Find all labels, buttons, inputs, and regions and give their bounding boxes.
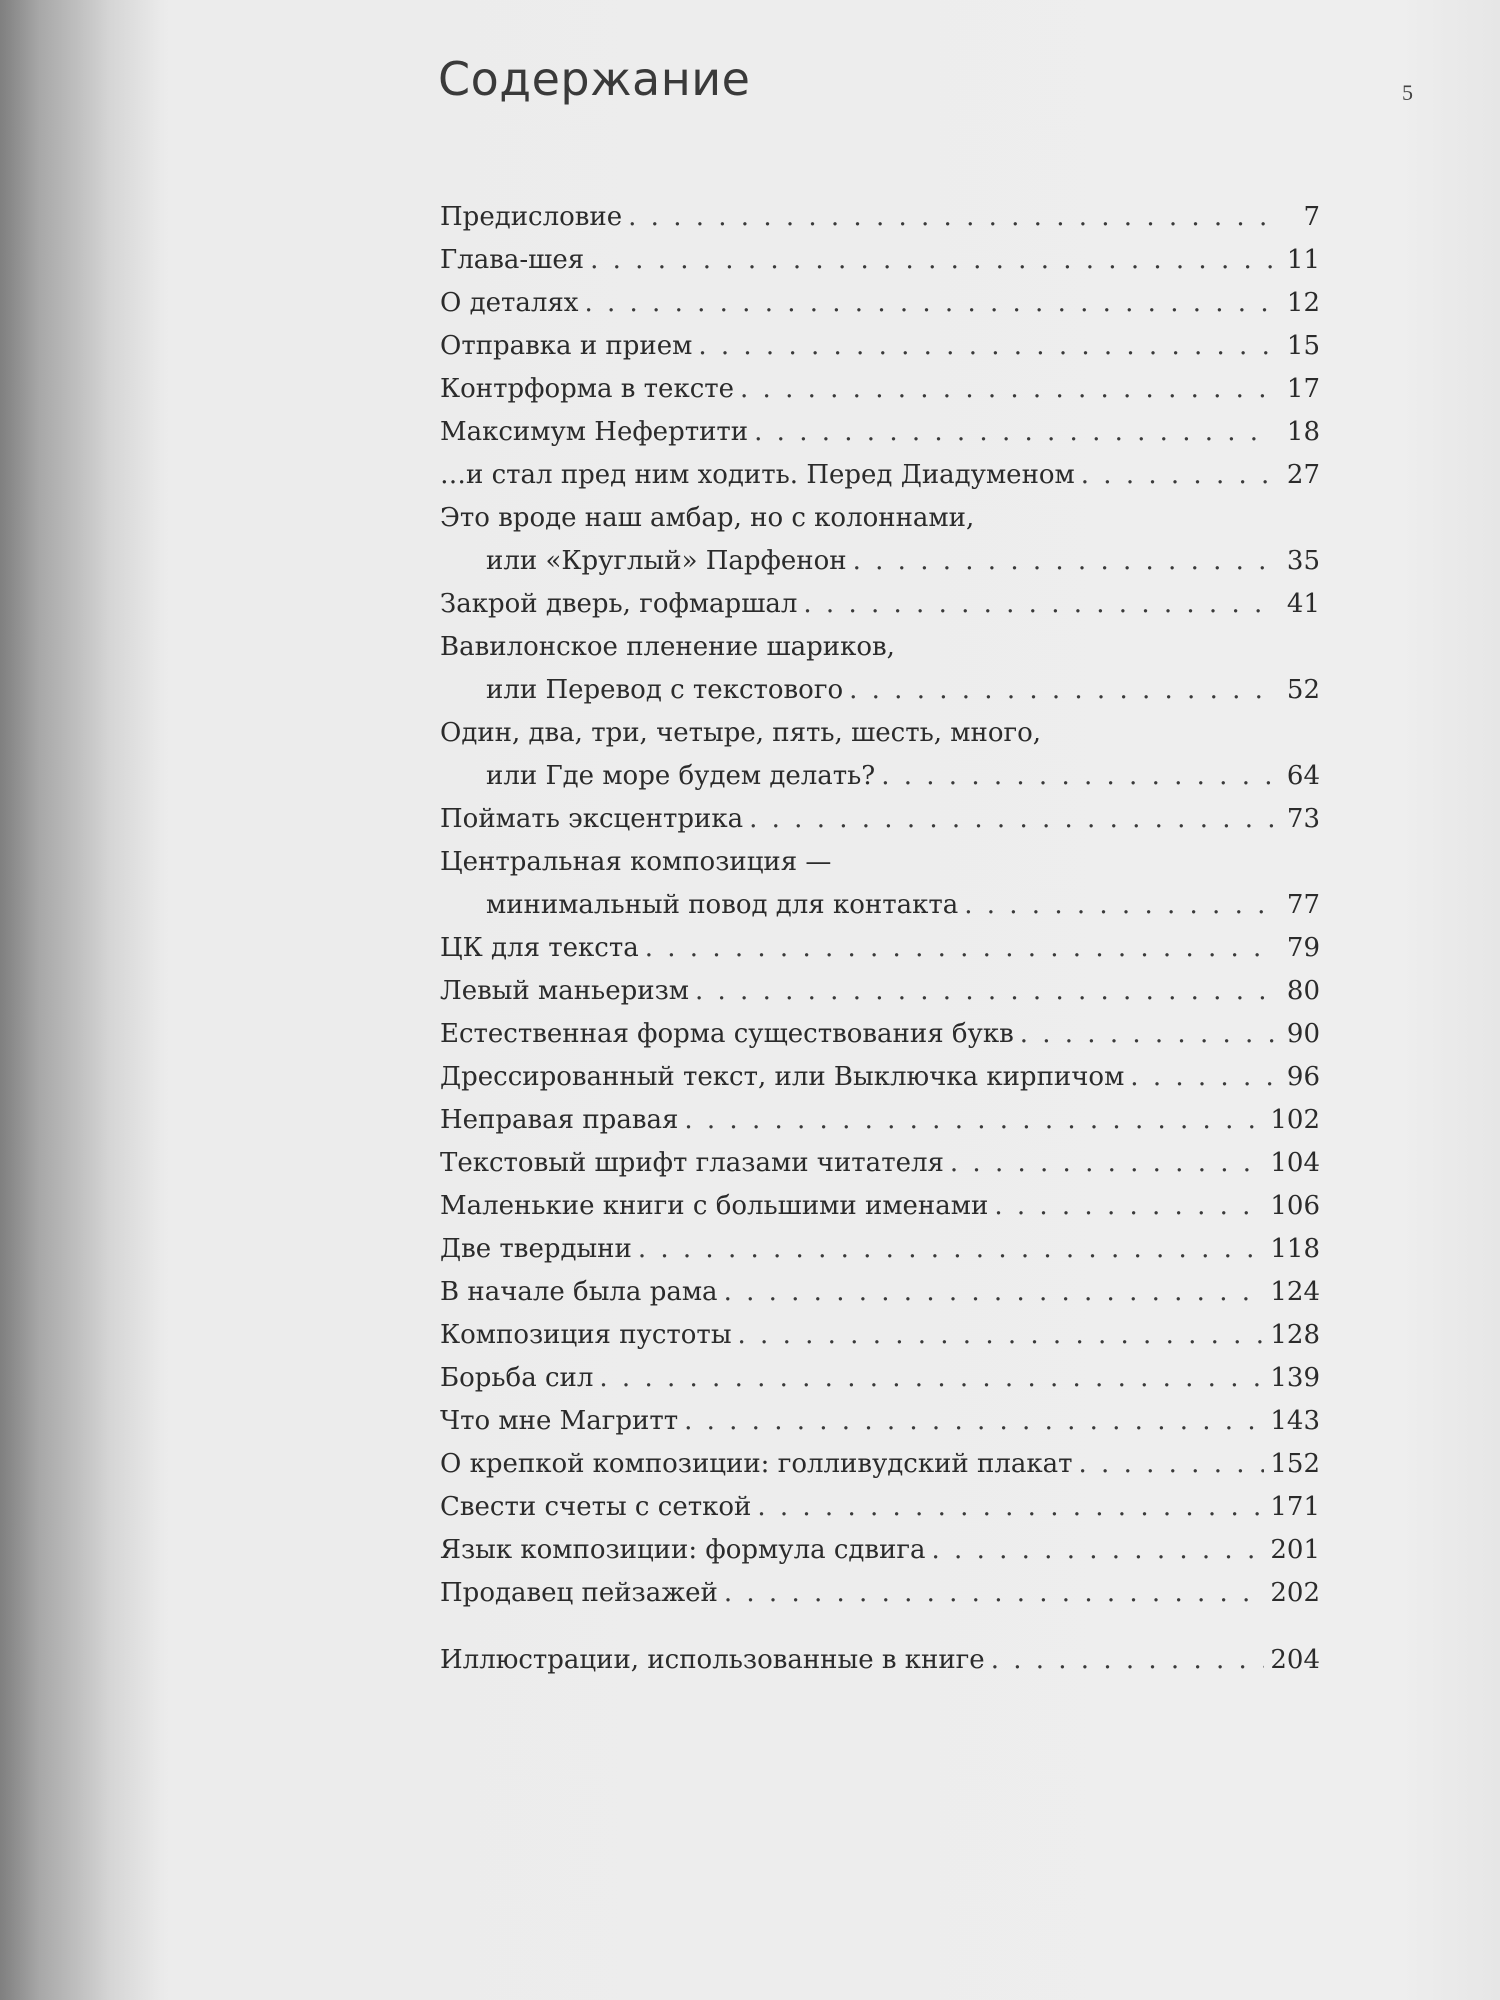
toc-entry-title: Свести счеты с сеткой bbox=[440, 1492, 752, 1522]
toc-entry-line bbox=[440, 1185, 1320, 1228]
toc-entry-line bbox=[440, 1443, 1320, 1486]
toc-entry-title: Левый маньеризм bbox=[440, 976, 689, 1006]
toc-entry-page: 90 bbox=[1286, 1019, 1320, 1049]
toc-entry-title: Что мне Магритт bbox=[440, 1406, 679, 1436]
toc-entry-title: Продавец пейзажей bbox=[440, 1578, 718, 1608]
toc-entry-line bbox=[440, 1271, 1320, 1314]
toc-entry-title: Один, два, три, четыре, пять, шесть, много, bbox=[440, 718, 1042, 748]
toc-entry[interactable] bbox=[440, 1529, 1320, 1572]
toc-entry-line bbox=[440, 798, 1320, 841]
toc-entry[interactable] bbox=[440, 1314, 1320, 1357]
toc-entry-line bbox=[440, 626, 1320, 669]
toc-entry-page: 104 bbox=[1270, 1148, 1320, 1178]
toc-entry-title: Неправая правая bbox=[440, 1105, 679, 1135]
toc-entry-title: Дрессированный текст, или Выключка кирпичом bbox=[440, 1062, 1125, 1092]
toc-entry-page: 128 bbox=[1270, 1320, 1320, 1350]
toc-entry[interactable] bbox=[440, 712, 1320, 798]
toc-entry-title: Предисловие bbox=[440, 202, 623, 232]
toc-entry-line bbox=[440, 1142, 1320, 1185]
toc-entry[interactable] bbox=[440, 1486, 1320, 1529]
toc-entry-title: Поймать эксцентрика bbox=[440, 804, 744, 834]
toc-entry-line bbox=[440, 239, 1320, 282]
toc-entry[interactable] bbox=[440, 325, 1320, 368]
dot-leader bbox=[740, 368, 1274, 411]
toc-entry-line bbox=[440, 970, 1320, 1013]
toc-entry-title: Маленькие книги с большими именами bbox=[440, 1191, 989, 1221]
toc-entry-line bbox=[440, 1357, 1320, 1400]
toc-entry-page: 41 bbox=[1286, 589, 1320, 619]
toc-entry-line bbox=[440, 325, 1320, 368]
toc-entry[interactable] bbox=[440, 454, 1320, 497]
dot-leader bbox=[1079, 1443, 1265, 1486]
toc-entry-page: 102 bbox=[1270, 1105, 1320, 1135]
toc-entry-title: или Где море будем делать? bbox=[486, 761, 876, 791]
toc-entry-line bbox=[440, 497, 1320, 540]
toc-entry-line bbox=[440, 1314, 1320, 1357]
toc-entry-line bbox=[440, 1486, 1320, 1529]
toc-entry-title: Борьба сил bbox=[440, 1363, 594, 1393]
toc-entry-title: Композиция пустоты bbox=[440, 1320, 732, 1350]
dot-leader bbox=[599, 1357, 1264, 1400]
toc-entry-page: 12 bbox=[1286, 288, 1320, 318]
toc-entry-title: Контрформа в тексте bbox=[440, 374, 735, 404]
toc-entry-title: Отправка и прием bbox=[440, 331, 693, 361]
toc-entry[interactable] bbox=[440, 970, 1320, 1013]
toc-entry-line bbox=[440, 540, 1320, 583]
toc-entry-page: 27 bbox=[1286, 460, 1320, 490]
toc-entry-title: Язык композиции: формула сдвига bbox=[440, 1535, 926, 1565]
toc-entry-page: 11 bbox=[1286, 245, 1320, 275]
toc-entry-line bbox=[440, 1228, 1320, 1271]
toc-entry-title: ЦК для текста bbox=[440, 933, 639, 963]
toc-entry-page: 96 bbox=[1286, 1062, 1320, 1092]
toc-entry-line bbox=[440, 282, 1320, 325]
toc-entry-page: 106 bbox=[1270, 1191, 1320, 1221]
dot-leader bbox=[724, 1572, 1265, 1615]
toc-entry[interactable] bbox=[440, 841, 1320, 927]
toc-entry-page: 35 bbox=[1286, 546, 1320, 576]
toc-entry[interactable] bbox=[440, 497, 1320, 583]
toc-entry-page: 118 bbox=[1270, 1234, 1320, 1264]
dot-leader bbox=[738, 1314, 1265, 1357]
dot-leader bbox=[1130, 1056, 1274, 1099]
toc-entry[interactable] bbox=[440, 1142, 1320, 1185]
toc-entry-page: 18 bbox=[1286, 417, 1320, 447]
toc-entry-page: 204 bbox=[1270, 1645, 1320, 1675]
toc-entry-title: …и стал пред ним ходить. Перед Диадуменом bbox=[440, 460, 1075, 490]
toc-entry-page: 139 bbox=[1270, 1363, 1320, 1393]
toc-entry-line bbox=[440, 583, 1320, 626]
toc-entry[interactable] bbox=[440, 1228, 1320, 1271]
dot-leader bbox=[881, 755, 1274, 798]
toc-entry-line bbox=[440, 669, 1320, 712]
toc-entry-page: 143 bbox=[1270, 1406, 1320, 1436]
toc-entry-line bbox=[440, 1529, 1320, 1572]
toc-entry-title: Две твердыни bbox=[440, 1234, 632, 1264]
toc-entry-title: Естественная форма существования букв bbox=[440, 1019, 1014, 1049]
toc-entry-line bbox=[440, 411, 1320, 454]
dot-leader bbox=[849, 669, 1274, 712]
dot-leader bbox=[932, 1529, 1265, 1572]
toc-entry-title: О крепкой композиции: голливудский плакат bbox=[440, 1449, 1073, 1479]
dot-leader bbox=[991, 1639, 1265, 1682]
toc-entry-line bbox=[440, 884, 1320, 927]
dot-leader bbox=[684, 1099, 1264, 1142]
toc-entry-page: 17 bbox=[1286, 374, 1320, 404]
toc-entry[interactable] bbox=[440, 798, 1320, 841]
dot-leader bbox=[749, 798, 1274, 841]
toc-entry-page: 52 bbox=[1286, 675, 1320, 705]
toc-entry-page: 7 bbox=[1303, 202, 1320, 232]
toc-entry-title: В начале была рама bbox=[440, 1277, 718, 1307]
dot-leader bbox=[645, 927, 1274, 970]
dot-leader bbox=[994, 1185, 1264, 1228]
toc-entry-title: Центральная композиция — bbox=[440, 847, 832, 877]
toc-entry[interactable] bbox=[440, 583, 1320, 626]
toc-entry-page: 79 bbox=[1286, 933, 1320, 963]
toc-entry-page: 152 bbox=[1270, 1449, 1320, 1479]
toc-entry[interactable] bbox=[440, 1443, 1320, 1486]
toc-entry[interactable] bbox=[440, 1056, 1320, 1099]
toc-entry-title: или «Круглый» Парфенон bbox=[486, 546, 847, 576]
dot-leader bbox=[590, 239, 1274, 282]
toc-entry-line bbox=[440, 196, 1320, 239]
toc-entry[interactable] bbox=[440, 1185, 1320, 1228]
page-number: 5 bbox=[1402, 80, 1413, 105]
toc-entry-title: минимальный повод для контакта bbox=[486, 890, 959, 920]
toc-entry-page: 124 bbox=[1270, 1277, 1320, 1307]
dot-leader bbox=[698, 325, 1274, 368]
toc-entry[interactable] bbox=[440, 1572, 1320, 1615]
toc-entry-line bbox=[440, 1056, 1320, 1099]
toc-entry-page: 73 bbox=[1286, 804, 1320, 834]
toc-entry-title: или Перевод с текстового bbox=[486, 675, 844, 705]
dot-leader bbox=[853, 540, 1274, 583]
dot-leader bbox=[638, 1228, 1265, 1271]
toc-entry-line bbox=[440, 1572, 1320, 1615]
page-title: Содержание bbox=[438, 52, 751, 106]
toc-entry[interactable] bbox=[440, 1639, 1320, 1682]
toc-entry-page: 64 bbox=[1286, 761, 1320, 791]
toc-entry-line bbox=[440, 368, 1320, 411]
dot-leader bbox=[1020, 1013, 1274, 1056]
toc-entry-page: 171 bbox=[1270, 1492, 1320, 1522]
toc-entry-line bbox=[440, 454, 1320, 497]
toc-entry[interactable] bbox=[440, 282, 1320, 325]
dot-leader bbox=[628, 196, 1274, 239]
dot-leader bbox=[950, 1142, 1264, 1185]
toc-entry-title: О деталях bbox=[440, 288, 579, 318]
toc-entry[interactable] bbox=[440, 927, 1320, 970]
toc-entry[interactable] bbox=[440, 1099, 1320, 1142]
toc-entry[interactable] bbox=[440, 411, 1320, 454]
toc-entry-line bbox=[440, 1099, 1320, 1142]
toc-entry-page: 201 bbox=[1270, 1535, 1320, 1565]
dot-leader bbox=[757, 1486, 1264, 1529]
toc-entry-line bbox=[440, 1013, 1320, 1056]
toc-entry-line bbox=[440, 712, 1320, 755]
toc-entry[interactable] bbox=[440, 1271, 1320, 1314]
toc-entry[interactable] bbox=[440, 368, 1320, 411]
toc-entry-page: 202 bbox=[1270, 1578, 1320, 1608]
toc-entry[interactable] bbox=[440, 1357, 1320, 1400]
dot-leader bbox=[803, 583, 1274, 626]
toc-entry-line bbox=[440, 1400, 1320, 1443]
toc-entry-page: 80 bbox=[1286, 976, 1320, 1006]
toc-entry-title: Это вроде наш амбар, но с колоннами, bbox=[440, 503, 975, 533]
dot-leader bbox=[684, 1400, 1264, 1443]
toc-entry-title: Максимум Нефертити bbox=[440, 417, 749, 447]
toc-entry-title: Закрой дверь, гофмаршал bbox=[440, 589, 798, 619]
toc-entry[interactable] bbox=[440, 1013, 1320, 1056]
toc-entry-title: Иллюстрации, использованные в книге bbox=[440, 1645, 985, 1675]
toc-entry-page: 77 bbox=[1286, 890, 1320, 920]
toc-entry-title: Глава-шея bbox=[440, 245, 585, 275]
dot-leader bbox=[695, 970, 1274, 1013]
toc-entry-line bbox=[440, 927, 1320, 970]
dot-leader bbox=[1081, 454, 1274, 497]
dot-leader bbox=[754, 411, 1274, 454]
dot-leader bbox=[964, 884, 1274, 927]
toc-entry-title: Текстовый шрифт глазами читателя bbox=[440, 1148, 944, 1178]
toc-entry-title: Вавилонское пленение шариков, bbox=[440, 632, 895, 662]
table-of-contents bbox=[440, 196, 1320, 1682]
toc-entry[interactable] bbox=[440, 626, 1320, 712]
dot-leader bbox=[724, 1271, 1265, 1314]
toc-entry-line bbox=[440, 841, 1320, 884]
toc-entry[interactable] bbox=[440, 239, 1320, 282]
toc-entry[interactable] bbox=[440, 196, 1320, 239]
toc-entry[interactable] bbox=[440, 1400, 1320, 1443]
dot-leader bbox=[584, 282, 1274, 325]
toc-entry-page: 15 bbox=[1286, 331, 1320, 361]
toc-entry-line bbox=[440, 755, 1320, 798]
toc-entry-line bbox=[440, 1639, 1320, 1682]
